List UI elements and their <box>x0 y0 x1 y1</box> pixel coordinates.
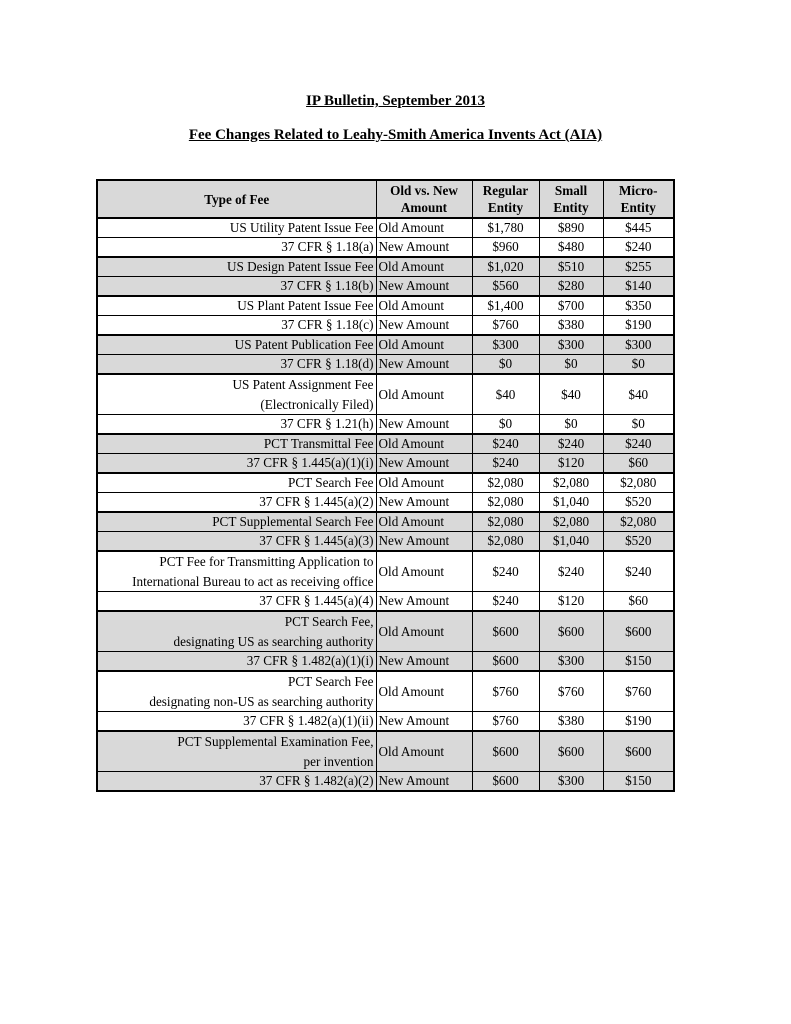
small-entity-cell: $300 <box>539 652 603 672</box>
table-row <box>97 277 674 297</box>
old-new-amount-cell: New Amount <box>376 532 472 552</box>
fee-type-cell <box>97 374 376 415</box>
micro-entity-cell: $150 <box>603 772 674 792</box>
small-entity-cell: $600 <box>539 731 603 772</box>
regular-entity-cell: $1,780 <box>472 218 539 238</box>
regular-entity-cell: $1,020 <box>472 257 539 277</box>
header-small-entity <box>539 180 603 218</box>
micro-entity-cell: $60 <box>603 454 674 474</box>
small-entity-cell: $480 <box>539 238 603 258</box>
old-new-amount-cell: New Amount <box>376 493 472 513</box>
table-row <box>97 454 674 474</box>
cfr-reference-cell: 37 CFR § 1.21(h) <box>97 415 376 435</box>
fee-type-cell <box>97 257 376 277</box>
micro-entity-cell: $520 <box>603 493 674 513</box>
small-entity-cell: $1,040 <box>539 493 603 513</box>
micro-entity-cell: $0 <box>603 355 674 375</box>
fee-type-line: US Plant Patent Issue Fee <box>237 298 374 313</box>
table-row <box>97 532 674 552</box>
cfr-reference-cell: 37 CFR § 1.482(a)(1)(i) <box>97 652 376 672</box>
micro-entity-cell: $300 <box>603 335 674 355</box>
small-entity-cell: $510 <box>539 257 603 277</box>
regular-entity-cell: $2,080 <box>472 512 539 532</box>
fee-type-cell <box>97 512 376 532</box>
fee-table-body <box>97 218 674 791</box>
table-row <box>97 257 674 277</box>
bulletin-title: IP Bulletin, September 2013 <box>306 93 485 109</box>
old-new-amount-cell: Old Amount <box>376 218 472 238</box>
fee-type-line: PCT Transmittal Fee <box>263 436 374 451</box>
cfr-reference-cell: 37 CFR § 1.482(a)(1)(ii) <box>97 712 376 732</box>
fee-type-cell <box>97 473 376 493</box>
small-entity-cell: $120 <box>539 592 603 612</box>
old-new-amount-cell: Old Amount <box>376 335 472 355</box>
fee-type-line: designating non-US as searching authority <box>149 693 374 709</box>
small-entity-cell: $380 <box>539 712 603 732</box>
fee-type-cell <box>97 731 376 772</box>
table-row <box>97 493 674 513</box>
fee-type-cell <box>97 551 376 592</box>
document-subtitle: Fee Changes Related to Leahy-Smith America Invents Act (AIA) <box>188 127 603 143</box>
old-new-amount-cell: New Amount <box>376 355 472 375</box>
header-small-line1: Small <box>554 183 588 198</box>
header-small-line2: Entity <box>553 200 589 215</box>
small-entity-cell: $2,080 <box>539 512 603 532</box>
fee-type-line: (Electronically Filed) <box>260 396 374 412</box>
old-new-amount-cell: Old Amount <box>376 611 472 652</box>
regular-entity-cell: $600 <box>472 731 539 772</box>
table-row <box>97 218 674 238</box>
cfr-reference-cell: 37 CFR § 1.445(a)(1)(i) <box>97 454 376 474</box>
fee-type-line: PCT Supplemental Search Fee <box>212 514 374 529</box>
fee-type-line: PCT Supplemental Examination Fee, <box>177 734 374 749</box>
old-new-amount-cell: Old Amount <box>376 434 472 454</box>
header-old-vs-new <box>376 180 472 218</box>
fee-type-cell <box>97 671 376 712</box>
small-entity-cell: $240 <box>539 551 603 592</box>
small-entity-cell: $120 <box>539 454 603 474</box>
header-regular-line1: Regular <box>482 183 529 198</box>
regular-entity-cell: $240 <box>472 454 539 474</box>
micro-entity-cell: $240 <box>603 551 674 592</box>
cfr-reference-cell: 37 CFR § 1.445(a)(2) <box>97 493 376 513</box>
small-entity-cell: $0 <box>539 355 603 375</box>
micro-entity-cell: $140 <box>603 277 674 297</box>
table-row <box>97 355 674 375</box>
micro-entity-cell: $190 <box>603 316 674 336</box>
cfr-reference-cell: 37 CFR § 1.18(a) <box>97 238 376 258</box>
old-new-amount-cell: Old Amount <box>376 374 472 415</box>
regular-entity-cell: $240 <box>472 551 539 592</box>
small-entity-cell: $300 <box>539 772 603 792</box>
regular-entity-cell: $2,080 <box>472 493 539 513</box>
micro-entity-cell: $240 <box>603 238 674 258</box>
table-row <box>97 551 674 592</box>
small-entity-cell: $40 <box>539 374 603 415</box>
old-new-amount-cell: Old Amount <box>376 551 472 592</box>
fee-type-line: US Utility Patent Issue Fee <box>229 220 374 235</box>
regular-entity-cell: $760 <box>472 316 539 336</box>
table-row <box>97 712 674 732</box>
old-new-amount-cell: Old Amount <box>376 257 472 277</box>
table-row <box>97 335 674 355</box>
small-entity-cell: $240 <box>539 434 603 454</box>
regular-entity-cell: $560 <box>472 277 539 297</box>
regular-entity-cell: $0 <box>472 415 539 435</box>
fee-type-line: PCT Search Fee, <box>284 614 374 629</box>
small-entity-cell: $760 <box>539 671 603 712</box>
cfr-reference-cell: 37 CFR § 1.445(a)(3) <box>97 532 376 552</box>
regular-entity-cell: $300 <box>472 335 539 355</box>
old-new-amount-cell: Old Amount <box>376 512 472 532</box>
micro-entity-cell: $255 <box>603 257 674 277</box>
regular-entity-cell: $1,400 <box>472 296 539 316</box>
table-row <box>97 772 674 792</box>
cfr-reference-cell: 37 CFR § 1.18(d) <box>97 355 376 375</box>
fee-type-line: PCT Search Fee <box>288 475 374 490</box>
fee-type-line: US Patent Publication Fee <box>234 337 374 352</box>
fee-type-line: designating US as searching authority <box>173 633 374 649</box>
fee-type-line: PCT Fee for Transmitting Application to <box>159 554 374 569</box>
table-row <box>97 374 674 415</box>
fee-type-cell <box>97 434 376 454</box>
old-new-amount-cell: New Amount <box>376 592 472 612</box>
fee-type-cell <box>97 218 376 238</box>
header-old-new-line2: Amount <box>400 200 448 215</box>
cfr-reference-cell: 37 CFR § 1.18(b) <box>97 277 376 297</box>
table-header-row <box>97 180 674 218</box>
small-entity-cell: $2,080 <box>539 473 603 493</box>
table-row <box>97 434 674 454</box>
micro-entity-cell: $2,080 <box>603 512 674 532</box>
header-type-of-fee: Type of Fee <box>97 180 376 218</box>
fee-type-line: US Design Patent Issue Fee <box>226 259 374 274</box>
regular-entity-cell: $960 <box>472 238 539 258</box>
table-row <box>97 512 674 532</box>
regular-entity-cell: $600 <box>472 611 539 652</box>
cfr-reference-cell: 37 CFR § 1.482(a)(2) <box>97 772 376 792</box>
old-new-amount-cell: New Amount <box>376 238 472 258</box>
small-entity-cell: $280 <box>539 277 603 297</box>
regular-entity-cell: $40 <box>472 374 539 415</box>
table-row <box>97 473 674 493</box>
cfr-reference-cell: 37 CFR § 1.445(a)(4) <box>97 592 376 612</box>
header-micro-line2: Entity <box>620 200 656 215</box>
old-new-amount-cell: New Amount <box>376 316 472 336</box>
regular-entity-cell: $600 <box>472 652 539 672</box>
micro-entity-cell: $190 <box>603 712 674 732</box>
old-new-amount-cell: Old Amount <box>376 296 472 316</box>
fee-type-line: PCT Search Fee <box>288 674 374 689</box>
table-row <box>97 671 674 712</box>
regular-entity-cell: $240 <box>472 434 539 454</box>
fee-type-cell <box>97 611 376 652</box>
header-regular-entity <box>472 180 539 218</box>
table-row <box>97 415 674 435</box>
micro-entity-cell: $760 <box>603 671 674 712</box>
small-entity-cell: $0 <box>539 415 603 435</box>
old-new-amount-cell: Old Amount <box>376 473 472 493</box>
micro-entity-cell: $445 <box>603 218 674 238</box>
old-new-amount-cell: New Amount <box>376 415 472 435</box>
old-new-amount-cell: Old Amount <box>376 731 472 772</box>
regular-entity-cell: $760 <box>472 671 539 712</box>
old-new-amount-cell: New Amount <box>376 454 472 474</box>
small-entity-cell: $300 <box>539 335 603 355</box>
fee-table <box>96 179 675 792</box>
old-new-amount-cell: Old Amount <box>376 671 472 712</box>
micro-entity-cell: $600 <box>603 611 674 652</box>
regular-entity-cell: $0 <box>472 355 539 375</box>
small-entity-cell: $380 <box>539 316 603 336</box>
table-row <box>97 316 674 336</box>
table-row <box>97 652 674 672</box>
micro-entity-cell: $150 <box>603 652 674 672</box>
old-new-amount-cell: New Amount <box>376 772 472 792</box>
table-row <box>97 238 674 258</box>
fee-type-line: per invention <box>303 753 374 769</box>
small-entity-cell: $600 <box>539 611 603 652</box>
table-row <box>97 611 674 652</box>
old-new-amount-cell: New Amount <box>376 652 472 672</box>
micro-entity-cell: $350 <box>603 296 674 316</box>
small-entity-cell: $890 <box>539 218 603 238</box>
header-micro-entity <box>603 180 674 218</box>
fee-type-line: US Patent Assignment Fee <box>232 377 374 392</box>
regular-entity-cell: $760 <box>472 712 539 732</box>
table-row <box>97 296 674 316</box>
micro-entity-cell: $60 <box>603 592 674 612</box>
table-row <box>97 731 674 772</box>
micro-entity-cell: $240 <box>603 434 674 454</box>
old-new-amount-cell: New Amount <box>376 277 472 297</box>
fee-type-cell <box>97 296 376 316</box>
old-new-amount-cell: New Amount <box>376 712 472 732</box>
table-row <box>97 592 674 612</box>
header-micro-line1: Micro- <box>618 183 658 198</box>
regular-entity-cell: $2,080 <box>472 532 539 552</box>
micro-entity-cell: $0 <box>603 415 674 435</box>
regular-entity-cell: $240 <box>472 592 539 612</box>
small-entity-cell: $1,040 <box>539 532 603 552</box>
micro-entity-cell: $520 <box>603 532 674 552</box>
fee-type-line: International Bureau to act as receiving office <box>132 573 374 589</box>
regular-entity-cell: $2,080 <box>472 473 539 493</box>
header-regular-line2: Entity <box>487 200 524 215</box>
micro-entity-cell: $40 <box>603 374 674 415</box>
micro-entity-cell: $600 <box>603 731 674 772</box>
regular-entity-cell: $600 <box>472 772 539 792</box>
fee-type-cell <box>97 335 376 355</box>
cfr-reference-cell: 37 CFR § 1.18(c) <box>97 316 376 336</box>
small-entity-cell: $700 <box>539 296 603 316</box>
header-old-new-line1: Old vs. New <box>390 183 458 198</box>
micro-entity-cell: $2,080 <box>603 473 674 493</box>
